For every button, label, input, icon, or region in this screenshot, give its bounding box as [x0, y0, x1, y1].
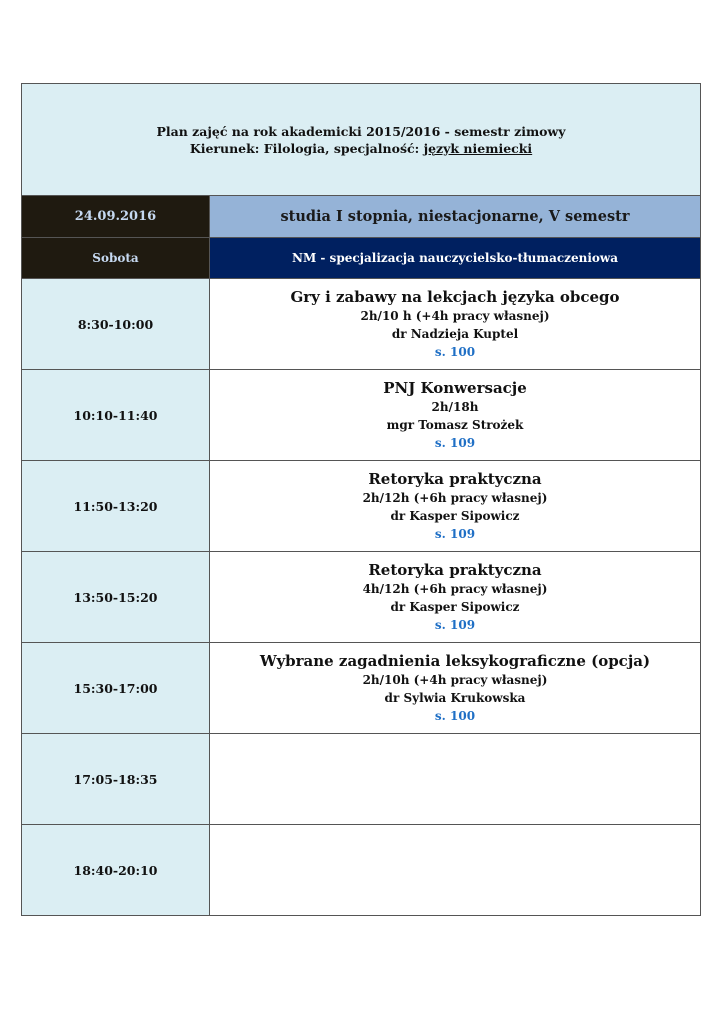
class-cell: [210, 279, 701, 370]
class-cell: [210, 370, 701, 461]
table-row: [22, 825, 701, 916]
title-line-1: Plan zajęć na rok akademicki 2015/2016 - semestr zimowy: [156, 123, 566, 139]
class-cell: [210, 734, 701, 825]
schedule-table: [21, 83, 701, 916]
class-name: Wybrane zagadnienia leksykograficzne (opcja): [259, 652, 651, 670]
class-room: s. 100: [434, 709, 476, 723]
class-room: s. 109: [434, 527, 476, 541]
table-row: [22, 734, 701, 825]
class-name: Gry i zabawy na lekcjach języka obcego: [290, 288, 620, 306]
time-cell: 15:30-17:00: [22, 643, 210, 734]
class-room: s. 100: [434, 345, 476, 359]
table-row: [22, 643, 701, 734]
class-name: Retoryka praktyczna: [368, 561, 542, 579]
title-row: [22, 84, 701, 196]
day-row: [22, 238, 701, 279]
class-teacher: dr Kasper Sipowicz: [390, 600, 520, 614]
class-name: Retoryka praktyczna: [368, 470, 542, 488]
title-direction: Kierunek: Filologia, specjalność:: [189, 140, 424, 156]
class-cell: [210, 461, 701, 552]
time-cell: 10:10-11:40: [22, 370, 210, 461]
time-cell: 13:50-15:20: [22, 552, 210, 643]
table-row: [22, 552, 701, 643]
class-hours: 2h/18h: [431, 400, 479, 414]
class-cell: [210, 825, 701, 916]
class-hours: 2h/12h (+6h pracy własnej): [362, 491, 548, 505]
specialization-cell: NM - specjalizacja nauczycielsko-tłumaczeniowa: [210, 238, 701, 279]
table-row: [22, 461, 701, 552]
class-hours: 2h/10h (+4h pracy własnej): [362, 673, 548, 687]
class-teacher: dr Sylwia Krukowska: [384, 691, 526, 705]
time-cell: 11:50-13:20: [22, 461, 210, 552]
class-room: s. 109: [434, 618, 476, 632]
title-line-2: [22, 140, 700, 157]
date-row: [22, 196, 701, 238]
title-specialty: język niemiecki: [423, 140, 533, 156]
table-row: [22, 370, 701, 461]
class-teacher: dr Kasper Sipowicz: [390, 509, 520, 523]
class-teacher: mgr Tomasz Strożek: [386, 418, 524, 432]
class-cell: [210, 552, 701, 643]
class-hours: 2h/10 h (+4h pracy własnej): [360, 309, 550, 323]
class-cell: [210, 643, 701, 734]
time-cell: 17:05-18:35: [22, 734, 210, 825]
studies-cell: studia I stopnia, niestacjonarne, V semestr: [210, 196, 701, 238]
date-cell: 24.09.2016: [22, 196, 210, 238]
day-cell: Sobota: [22, 238, 210, 279]
table-row: [22, 279, 701, 370]
class-hours: 4h/12h (+6h pracy własnej): [362, 582, 548, 596]
class-teacher: dr Nadzieja Kuptel: [391, 327, 519, 341]
class-room: s. 109: [434, 436, 476, 450]
schedule-title: [22, 84, 701, 196]
time-cell: 18:40-20:10: [22, 825, 210, 916]
class-name: PNJ Konwersacje: [383, 379, 527, 397]
time-cell: 8:30-10:00: [22, 279, 210, 370]
